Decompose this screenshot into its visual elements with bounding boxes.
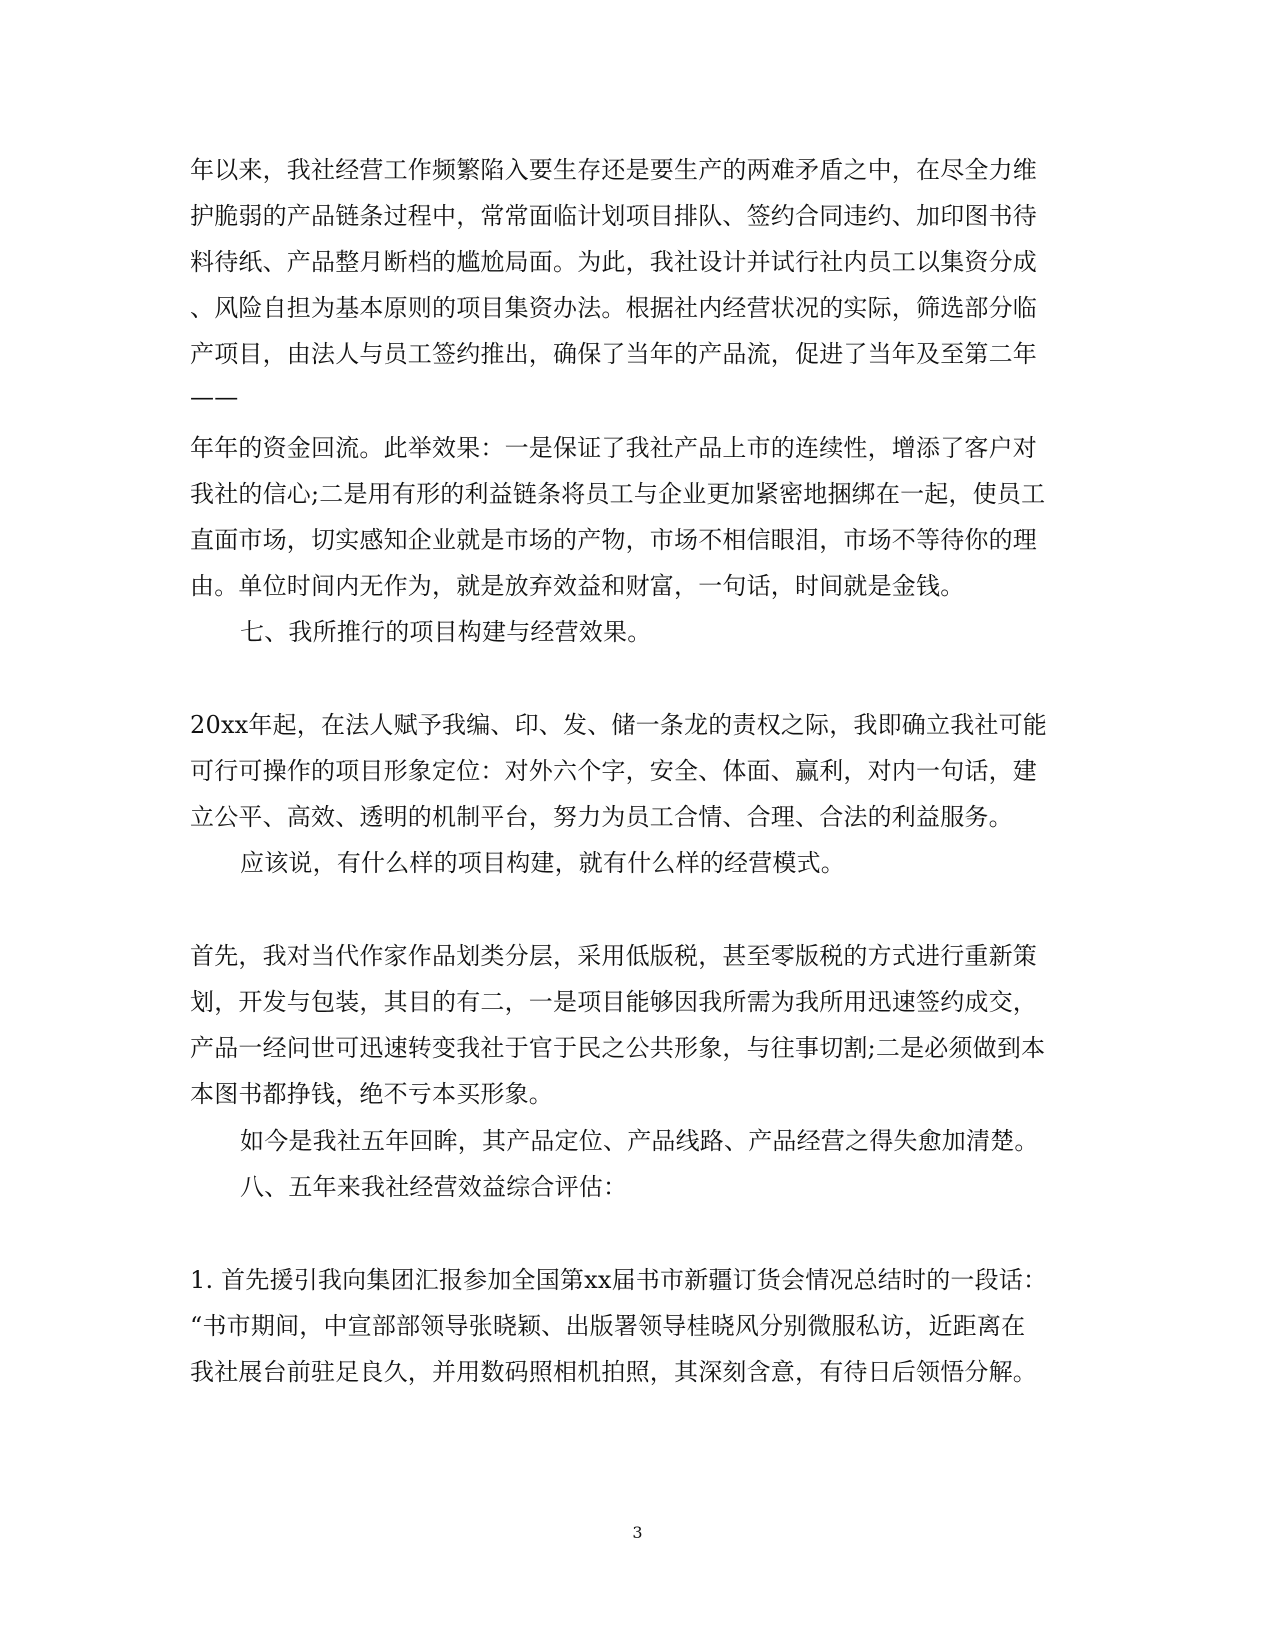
page-number: 3: [632, 1523, 643, 1542]
text-line: 我社展台前驻足良久，并用数码照相机拍照，其深刻含意，有待日后领悟分解。: [190, 1358, 1037, 1386]
text-line: 20xx年起，在法人赋予我编、印、发、储一条龙的责权之际，我即确立我社可能: [190, 711, 1048, 739]
text-line: 由。单位时间内无作为，就是放弃效益和财富，一句话，时间就是金钱。: [190, 572, 965, 600]
text-line: 1. 首先援引我向集团汇报参加全国第xx届书市新疆订货会情况总结时的一段话：: [190, 1266, 1048, 1294]
text-line: 年以来，我社经营工作频繁陷入要生存还是要生产的两难矛盾之中，在尽全力维: [190, 156, 1037, 184]
text-line: 本图书都挣钱，绝不亏本买形象。: [190, 1080, 553, 1108]
text-line: 可行可操作的项目形象定位：对外六个字，安全、体面、赢利，对内一句话，建: [190, 757, 1037, 785]
text-line: ——: [190, 383, 239, 411]
text-line: 产品一经问世可迅速转变我社于官于民之公共形象，与往事切割;二是必须做到本: [190, 1034, 1046, 1062]
text-line: 护脆弱的产品链条过程中，常常面临计划项目排队、签约合同违约、加印图书待: [190, 202, 1037, 230]
text-line: 产项目，由法人与员工签约推出，确保了当年的产品流，促进了当年及至第二年: [190, 340, 1037, 368]
text-line: “书市期间，中宣部部领导张晓颖、出版署领导桂晓风分别微服私访，近距离在: [190, 1312, 1026, 1340]
text-line: 应该说，有什么样的项目构建，就有什么样的经营模式。: [240, 849, 845, 877]
text-line: 划，开发与包装，其目的有二，一是项目能够因我所需为我所用迅速签约成交，: [190, 988, 1037, 1016]
text-line: 首先，我对当代作家作品划类分层，采用低版税，甚至零版税的方式进行重新策: [190, 942, 1037, 970]
text-line: 直面市场，切实感知企业就是市场的产物，市场不相信眼泪，市场不等待你的理: [190, 526, 1037, 554]
text-line: 料待纸、产品整月断档的尴尬局面。为此，我社设计并试行社内员工以集资分成: [190, 248, 1037, 276]
text-line: 、风险自担为基本原则的项目集资办法。根据社内经营状况的实际，筛选部分临: [190, 294, 1037, 322]
text-line: 如今是我社五年回眸，其产品定位、产品线路、产品经营之得失愈加清楚。: [240, 1127, 1039, 1155]
text-line: 立公平、高效、透明的机制平台，努力为员工合情、合理、合法的利益服务。: [190, 803, 1013, 831]
text-line: 我社的信心;二是用有形的利益链条将员工与企业更加紧密地捆绑在一起，使员工: [190, 480, 1046, 508]
section-heading: 八、五年来我社经营效益综合评估：: [240, 1173, 628, 1201]
section-heading: 七、我所推行的项目构建与经营效果。: [240, 618, 652, 646]
text-line: 年年的资金回流。此举效果：一是保证了我社产品上市的连续性，增添了客户对: [190, 434, 1037, 462]
